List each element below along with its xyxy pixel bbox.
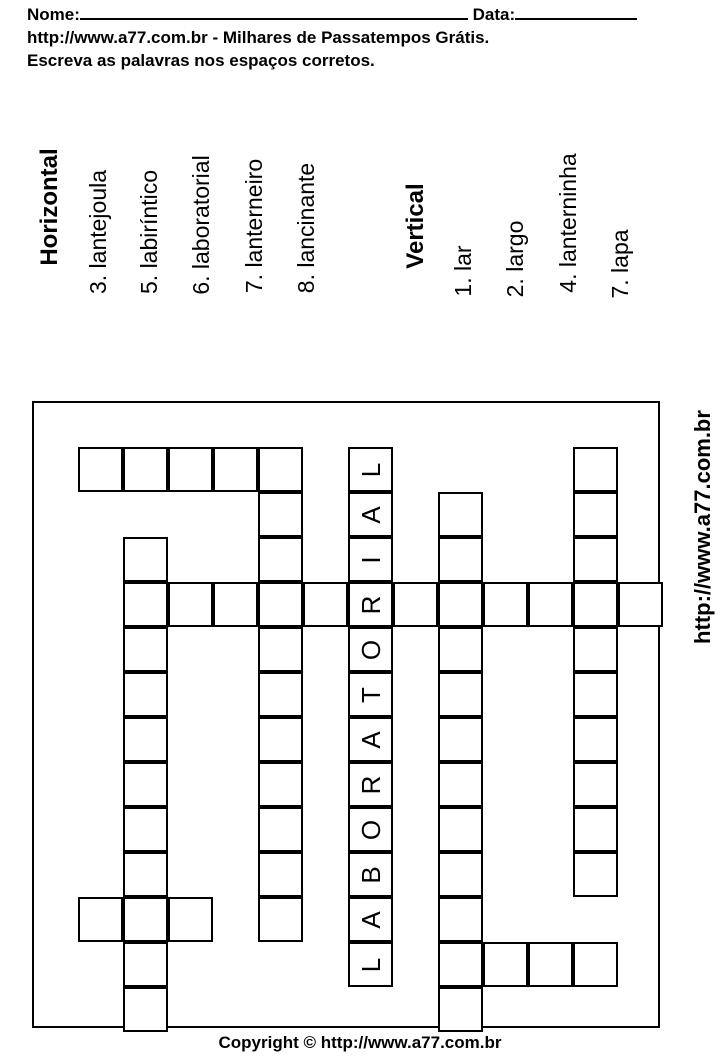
grid-cell[interactable]: [258, 672, 303, 717]
vertical-clue: 7. lapa: [607, 229, 633, 299]
grid-cell[interactable]: [168, 447, 213, 492]
grid-cell[interactable]: [123, 717, 168, 762]
grid-letter: A: [355, 910, 386, 929]
grid-letter: L: [355, 462, 386, 477]
horizontal-clue: 8. lancinante: [293, 162, 319, 294]
grid-letter: R: [355, 775, 386, 794]
grid-cell[interactable]: [483, 942, 528, 987]
grid-letter: L: [355, 957, 386, 972]
grid-cell[interactable]: [438, 852, 483, 897]
grid-cell[interactable]: [573, 447, 618, 492]
crossword-board: [32, 401, 660, 1028]
grid-cell: [348, 717, 393, 762]
vertical-clue: 2. largo: [502, 220, 528, 298]
grid-cell[interactable]: [573, 942, 618, 987]
date-label: Data:: [472, 5, 516, 24]
grid-cell: [348, 762, 393, 807]
grid-cell[interactable]: [438, 897, 483, 942]
grid-cell[interactable]: [573, 807, 618, 852]
grid-cell[interactable]: [213, 582, 258, 627]
grid-cell: [348, 672, 393, 717]
vertical-clue: 1. lar: [450, 245, 476, 297]
grid-cell[interactable]: [123, 537, 168, 582]
grid-cell[interactable]: [528, 582, 573, 627]
grid-cell[interactable]: [483, 582, 528, 627]
grid-letter: O: [355, 819, 386, 840]
grid-cell[interactable]: [528, 942, 573, 987]
grid-cell[interactable]: [438, 582, 483, 627]
grid-cell[interactable]: [123, 942, 168, 987]
horizontal-clue: 7. lanterneiro: [241, 158, 267, 294]
grid-cell: [348, 447, 393, 492]
horizontal-title: Horizontal: [36, 148, 63, 266]
grid-cell[interactable]: [393, 582, 438, 627]
grid-cell[interactable]: [573, 582, 618, 627]
grid-cell[interactable]: [123, 897, 168, 942]
grid-cell[interactable]: [573, 852, 618, 897]
grid-cell[interactable]: [123, 762, 168, 807]
name-label: Nome:: [27, 5, 80, 24]
grid-cell[interactable]: [573, 672, 618, 717]
grid-cell[interactable]: [123, 807, 168, 852]
instruction-line: Escreva as palavras nos espaços corretos.: [27, 51, 375, 70]
grid-cell[interactable]: [168, 897, 213, 942]
grid-cell: [348, 537, 393, 582]
grid-cell[interactable]: [123, 582, 168, 627]
grid-cell[interactable]: [258, 897, 303, 942]
grid-cell[interactable]: [78, 447, 123, 492]
grid-cell[interactable]: [213, 447, 258, 492]
grid-cell[interactable]: [123, 447, 168, 492]
grid-cell[interactable]: [573, 537, 618, 582]
grid-letter: R: [355, 595, 386, 614]
grid-cell[interactable]: [438, 672, 483, 717]
site-line: http://www.a77.com.br - Milhares de Passatempos Grátis.: [27, 28, 490, 47]
grid-cell[interactable]: [258, 627, 303, 672]
grid-cell[interactable]: [438, 627, 483, 672]
grid-cell[interactable]: [123, 987, 168, 1032]
grid-cell[interactable]: [168, 582, 213, 627]
grid-cell[interactable]: [438, 717, 483, 762]
vertical-clue: 4. lanterninha: [555, 153, 581, 293]
grid-cell[interactable]: [123, 852, 168, 897]
grid-cell[interactable]: [258, 492, 303, 537]
side-url: http://www.a77.com.br: [690, 410, 715, 644]
grid-cell[interactable]: [573, 717, 618, 762]
grid-letter: A: [355, 730, 386, 749]
grid-letter: I: [355, 555, 386, 564]
grid-letter: B: [355, 865, 386, 884]
grid-cell[interactable]: [258, 807, 303, 852]
grid-cell[interactable]: [438, 762, 483, 807]
grid-cell[interactable]: [258, 537, 303, 582]
name-blank[interactable]: [80, 3, 468, 20]
grid-cell[interactable]: [618, 582, 663, 627]
grid-cell[interactable]: [573, 762, 618, 807]
grid-cell[interactable]: [438, 987, 483, 1032]
vertical-title: Vertical: [402, 183, 429, 269]
grid-cell: [348, 897, 393, 942]
date-blank[interactable]: [515, 3, 637, 20]
grid-cell: [348, 942, 393, 987]
grid-cell[interactable]: [258, 762, 303, 807]
horizontal-clue: 5. labiríntico: [136, 169, 162, 295]
grid-letter: A: [355, 505, 386, 524]
grid-cell[interactable]: [438, 537, 483, 582]
grid-cell: [348, 582, 393, 627]
grid-cell[interactable]: [123, 627, 168, 672]
name-date-line: [27, 3, 637, 25]
grid-cell[interactable]: [123, 672, 168, 717]
grid-cell[interactable]: [258, 447, 303, 492]
grid-cell: [348, 852, 393, 897]
grid-cell: [348, 492, 393, 537]
grid-cell[interactable]: [258, 852, 303, 897]
grid-cell[interactable]: [573, 492, 618, 537]
grid-cell: [348, 807, 393, 852]
grid-cell[interactable]: [438, 807, 483, 852]
grid-letter: T: [355, 686, 386, 703]
grid-cell[interactable]: [573, 627, 618, 672]
grid-cell[interactable]: [438, 942, 483, 987]
grid-cell[interactable]: [438, 492, 483, 537]
copyright: Copyright © http://www.a77.com.br: [218, 1033, 502, 1052]
grid-cell[interactable]: [303, 582, 348, 627]
grid-cell[interactable]: [258, 717, 303, 762]
horizontal-clue: 6. laboratorial: [188, 155, 214, 295]
grid-cell: [348, 627, 393, 672]
grid-cell[interactable]: [258, 582, 303, 627]
horizontal-clue: 3. lantejoula: [85, 169, 111, 295]
grid-cell[interactable]: [78, 897, 123, 942]
grid-letter: O: [355, 639, 386, 660]
